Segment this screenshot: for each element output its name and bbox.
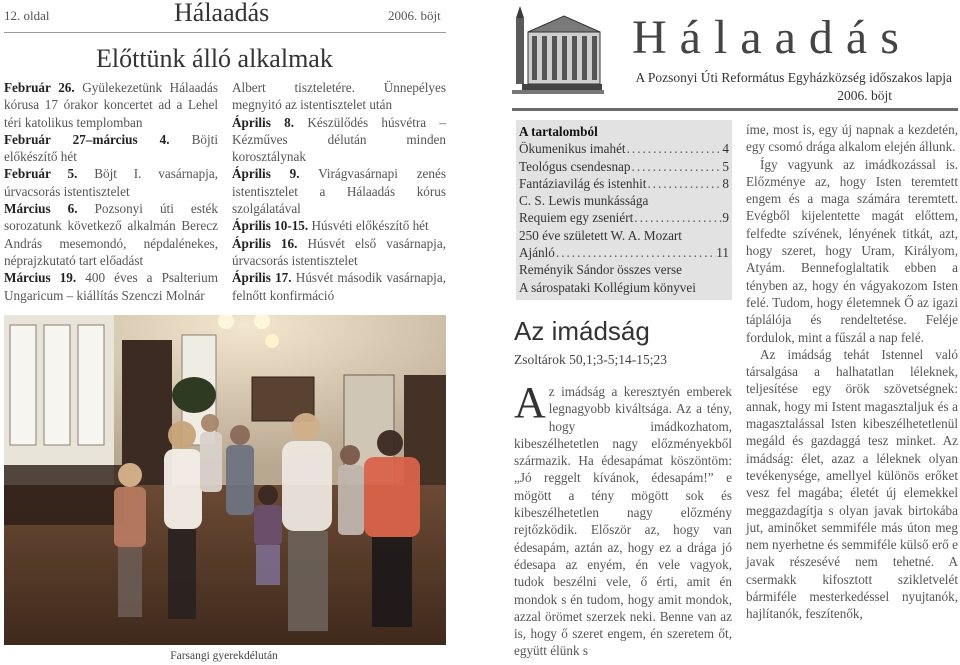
article-paragraph <box>514 378 732 660</box>
header-divider <box>4 32 446 33</box>
photo-caption: Farsangi gyerekdélután <box>170 650 278 662</box>
schedule-date: Március 19. <box>4 270 77 286</box>
toc-item-page: 11 <box>716 245 729 261</box>
schedule-text: Böjt I. vasárnapja, úrvacsorás istentisztelet <box>4 166 218 199</box>
left-page <box>0 0 448 665</box>
toc-item-page: 4 <box>722 141 729 157</box>
schedule-text: Virágvasárnapi zenés istentisztelet a Hálaadás kórus szolgálatával <box>232 166 446 217</box>
schedule-entry <box>4 131 218 166</box>
toc-item[interactable] <box>519 244 729 261</box>
toc-item-page: 9 <box>722 210 729 226</box>
schedule-date: Március 6. <box>4 201 78 217</box>
carnival-photo <box>4 315 446 645</box>
schedule-entry <box>4 165 218 200</box>
schedule-entry <box>232 269 446 304</box>
toc-item-title: Reményik Sándor összes verse <box>519 262 682 278</box>
toc-item[interactable] <box>519 261 729 278</box>
schedule-text: Húsvét második vasárnapja, felnőtt konfirmáció <box>232 270 446 303</box>
article-column-b <box>746 121 958 623</box>
schedule-entry <box>4 79 218 131</box>
schedule-text: Gyülekezetünk Hálaadás kórusa 17 órakor koncertet ad a Lehel téri katolikus templomban <box>4 80 219 130</box>
toc-item-title: 250 éve született W. A. Mozart <box>519 227 682 243</box>
drop-cap: A <box>514 378 546 427</box>
toc-item-title: Requiem egy zseniért <box>519 210 634 226</box>
schedule-entry <box>232 165 446 217</box>
schedule-date: Április 17. <box>232 270 292 286</box>
schedule-column-a <box>4 79 218 304</box>
toc-item[interactable] <box>519 192 729 209</box>
schedule-text: Húsvét első vasárnapja, úrvacsorás istentisztelet <box>232 235 446 268</box>
masthead-title: Hálaadás <box>632 11 912 64</box>
schedule-entry <box>232 114 446 166</box>
schedule-text: Böjti előkészítő hét <box>4 131 218 165</box>
toc-item[interactable] <box>519 140 729 157</box>
issue-label: 2006. böjt <box>388 8 441 23</box>
toc-item[interactable] <box>519 209 729 226</box>
schedule-date: Február 27–március 4. <box>4 131 170 147</box>
toc-item-title: Fantáziavilág és istenhit <box>519 175 647 191</box>
schedule-text: Készülődés húsvétra – Kézműves délután minden korosztálynak <box>232 114 446 165</box>
toc-item-title: Ökumenikus imahét <box>519 141 626 157</box>
article-column-a <box>514 378 732 660</box>
toc-heading: A tartalomból <box>519 124 598 139</box>
article-paragraph: íme, most is, egy új napnak a kezdetén, egy csomó drága alkalom elején állunk. <box>746 122 958 155</box>
toc-leader <box>626 140 723 157</box>
right-page <box>512 0 960 665</box>
toc-item-title: Teológus csendesnap <box>519 158 631 174</box>
schedule-date: Február 5. <box>4 166 78 182</box>
page-number: 12. oldal <box>4 8 50 23</box>
masthead-issue: 2006. böjt <box>837 88 892 103</box>
toc-item-page: 5 <box>722 158 729 174</box>
schedule-date: Április 10-15. <box>232 218 309 234</box>
schedule-entry <box>4 269 218 304</box>
toc-leader <box>631 158 723 175</box>
masthead-divider <box>512 108 958 111</box>
toc-leader <box>633 209 722 226</box>
table-of-contents <box>516 120 732 300</box>
toc-leader <box>646 175 722 192</box>
toc-item-title: Ajánló <box>519 245 555 261</box>
schedule-text: 400 éves a Psalterium Ungaricum – kiállítás Szenczi Molnár <box>4 270 218 303</box>
schedule-text: Albert tiszteletére. Ünnepélyes megnyitó az istentisztelet után <box>232 80 446 113</box>
toc-item[interactable] <box>519 227 729 244</box>
toc-item[interactable] <box>519 158 729 175</box>
schedule-entry <box>4 200 218 269</box>
church-building-icon <box>512 4 604 96</box>
toc-item[interactable] <box>519 279 729 296</box>
schedule-text: Húsvéti előkészítő hét <box>308 218 429 234</box>
schedule-entry <box>232 235 446 270</box>
article-title: Az imádság <box>514 316 650 346</box>
schedule-date: Február 26. <box>4 80 75 95</box>
running-title: Hálaadás <box>174 0 270 27</box>
toc-item-title: C. S. Lewis munkássága <box>519 193 649 209</box>
schedule-title: Előttünk álló alkalmak <box>96 44 333 73</box>
article-paragraph: Így vagyunk az imádkozással is. Előzménye az, hogy Isten teremtett engem és a maga számára teremtett. Evégből kijelentette magát előttem, felfedte szívének, lényének titkát, azt, hogy szeret, hogy Uram, Királyom, Atyám. Bennefoglaltatik ebben a tényben az, hogy én vágyakozom Isten felé. Tudom, hogy életemnek Ő az igazi táplálója és rendeltetése. Feléje fordulok, mint a fűszál a nap felé. <box>746 156 958 345</box>
schedule-entry <box>232 79 446 114</box>
toc-leader <box>555 244 716 261</box>
schedule-column-b <box>232 79 446 304</box>
article-lead-text: z imádság a keresztyén emberek legnagyobb kiváltsága. Az a tény, hogy imádkozhatom, kibeszélhetetlen nagy előzményekből származik. Ha édesapámat köszöntöm: „Jó reggelt kívánok, édesapám!” e mögött a tény mögött sok és kibeszélhetetlen nagy előzmény rejtőzködik. Először az, hogy van édesapám, aztán az, hogy ez a drága jó édesapa az enyém, én vele vagyok, tudok beszélni vele, ő érti, amit én mondok s én tudom, hogy amit mondok, azzal örömet szerzek neki. Benne van az is, hogy ő szeret engem, én szeretem őt, együtt élünk s <box>514 384 732 659</box>
article-reference: Zsoltárok 50,1;3-5;14-15;23 <box>514 352 667 367</box>
toc-item-title: A sárospataki Kollégium könyvei <box>519 279 696 295</box>
article-paragraph: Az imádság tehát Istennel való társalgása a halhatatlan léleknek, teljesítése egy örök szövetségnek: annak, hogy mi Istent magasztaljuk és a magasztalással Isten kibeszélhetetlenül megáld és gazdaggá tesz minket. Az imádság: élet, azaz a léleknek olyan tevékenysége, amellyel különös erőket vesz fel magába; életét új elemekkel meggazdagítja s olyan javak birtokába jut, aminőket semmiféle más úton meg nem nyerhetne és semmiféle külső erő e javak részesévé nem tehetné. A csermakk kifosztott szikletvelét bármiféle mesterkedéssel nyujtanók, hajlítanók, feszítenők, <box>746 346 958 622</box>
schedule-entry <box>232 217 446 234</box>
schedule-date: Április 9. <box>232 166 300 182</box>
masthead-subtitle: A Pozsonyi Úti Református Egyházközség időszakos lapja <box>635 70 952 85</box>
toc-item[interactable] <box>519 175 729 192</box>
schedule-text: Pozsonyi úti esték sorozatunk következő alkalmán Berecz András mesemondó, népdalénekes, néprajzkutató tart előadást <box>4 201 218 268</box>
toc-item-page: 8 <box>722 175 729 191</box>
schedule-date: Április 8. <box>232 114 295 130</box>
schedule-date: Április 16. <box>232 235 298 251</box>
